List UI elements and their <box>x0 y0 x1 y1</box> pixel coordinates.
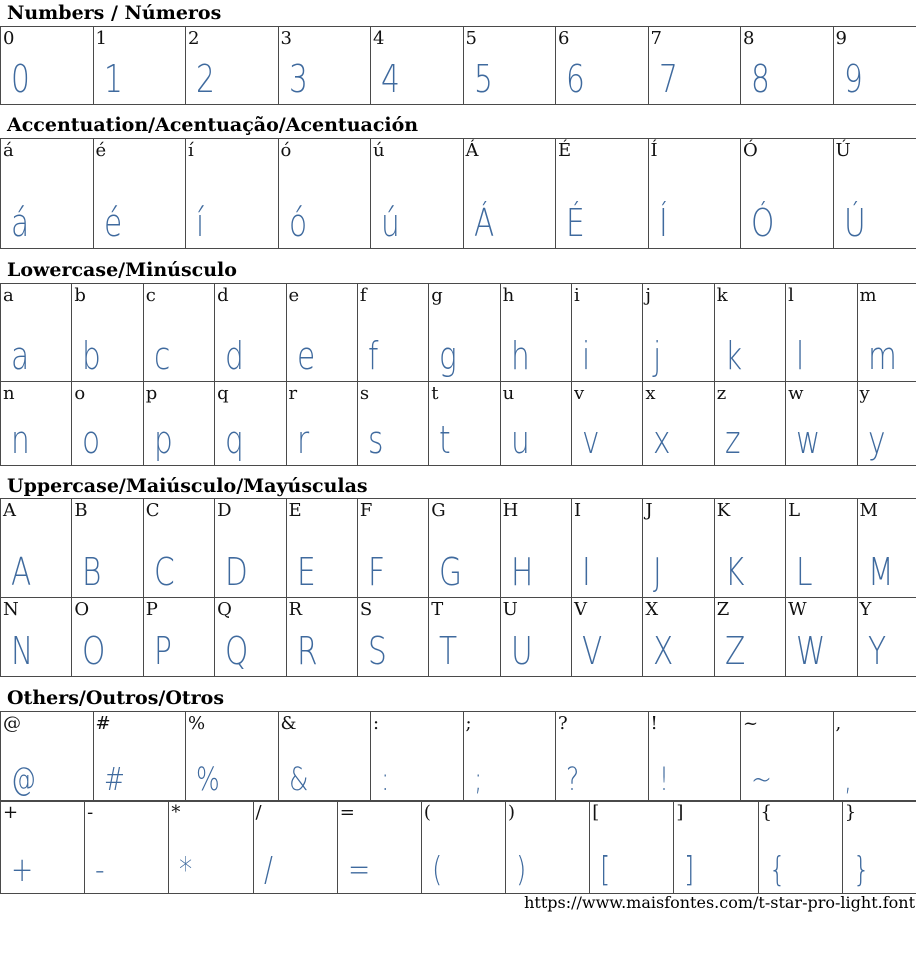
glyph-cell <box>357 382 428 466</box>
glyph-label: 2 <box>188 28 200 49</box>
glyph-label: á <box>3 140 14 161</box>
glyph-label: É <box>558 140 572 161</box>
glyph-sample: í <box>196 201 205 245</box>
glyph-label: 5 <box>465 28 477 49</box>
glyph-label: @ <box>3 713 21 734</box>
glyph-label: M <box>859 500 878 521</box>
glyph-cell <box>169 801 253 894</box>
glyph-sample: 3 <box>288 57 308 101</box>
glyph-cell <box>371 712 464 802</box>
glyph-cell <box>215 598 286 677</box>
glyph-label: 1 <box>95 28 107 49</box>
glyph-label: x <box>645 383 656 404</box>
glyph-cell <box>833 139 916 249</box>
glyph-label: 6 <box>558 28 570 49</box>
glyph-label: C <box>145 500 160 521</box>
glyph-label: = <box>339 802 355 823</box>
glyph-cell <box>143 382 214 466</box>
glyph-label: f <box>359 285 367 306</box>
glyph-sample: ; <box>473 760 482 798</box>
glyph-sample: J <box>653 550 663 594</box>
glyph-sample: + <box>11 850 34 890</box>
uppercase-grid <box>0 498 916 677</box>
glyph-sample: a <box>11 334 30 378</box>
glyph-label: U <box>502 599 518 620</box>
glyph-label: ] <box>676 802 684 823</box>
glyph-cell <box>674 801 758 894</box>
glyph-cell <box>1 27 94 105</box>
glyph-label: k <box>716 285 728 306</box>
glyph-label: Y <box>859 599 872 620</box>
glyph-label: J <box>645 500 653 521</box>
glyph-cell <box>143 598 214 677</box>
glyph-sample: R <box>296 629 318 673</box>
glyph-sample: X <box>653 629 674 673</box>
glyph-cell <box>93 712 186 802</box>
glyph-sample: t <box>439 418 451 462</box>
glyph-sample: j <box>653 334 662 378</box>
glyph-sample: C <box>153 550 175 594</box>
glyph-label: W <box>788 599 807 620</box>
glyph-label: E <box>288 500 302 521</box>
glyph-label: A <box>3 500 16 521</box>
section-title-others: Others/Outros/Otros <box>7 687 225 709</box>
glyph-sample: Z <box>724 629 746 673</box>
glyph-sample: N <box>11 629 34 673</box>
glyph-label: - <box>87 802 94 823</box>
glyph-cell <box>572 499 643 598</box>
glyph-cell <box>93 27 186 105</box>
glyph-cell <box>857 499 916 598</box>
glyph-label: h <box>502 285 515 306</box>
glyph-label: ( <box>423 802 431 823</box>
glyph-label: V <box>574 599 587 620</box>
glyph-sample: c <box>153 334 171 378</box>
glyph-cell <box>643 598 714 677</box>
glyph-cell <box>186 139 279 249</box>
glyph-cell <box>421 801 505 894</box>
glyph-label: a <box>3 285 14 306</box>
glyph-cell <box>286 499 357 598</box>
numbers-grid <box>0 26 916 105</box>
section-title-accentuation: Accentuation/Acentuação/Acentuación <box>7 114 419 136</box>
glyph-sample: ~ <box>751 760 772 798</box>
glyph-cell <box>1 499 72 598</box>
glyph-sample: ! <box>658 760 669 798</box>
glyph-sample: r <box>296 418 309 462</box>
glyph-cell <box>186 712 279 802</box>
glyph-cell <box>857 284 916 382</box>
glyph-cell <box>357 284 428 382</box>
glyph-cell <box>1 284 72 382</box>
glyph-cell <box>506 801 590 894</box>
glyph-cell <box>842 801 916 894</box>
glyph-sample: y <box>867 418 886 462</box>
glyph-cell <box>643 284 714 382</box>
glyph-label: I <box>574 500 582 521</box>
glyph-cell <box>857 598 916 677</box>
glyph-sample: á <box>11 201 30 245</box>
glyph-cell <box>143 499 214 598</box>
glyph-cell <box>215 382 286 466</box>
glyph-cell <box>286 598 357 677</box>
glyph-sample: I <box>582 550 591 594</box>
glyph-label: i <box>574 285 580 306</box>
glyph-cell <box>857 382 916 466</box>
glyph-label: l <box>788 285 794 306</box>
glyph-sample: M <box>867 550 894 594</box>
glyph-label: p <box>145 383 158 404</box>
glyph-label: + <box>3 802 19 823</box>
glyph-label: D <box>217 500 232 521</box>
glyph-sample: E <box>296 550 316 594</box>
glyph-label: * <box>171 802 181 823</box>
glyph-label: ) <box>508 802 516 823</box>
glyph-sample: T <box>439 629 458 673</box>
glyph-sample: 1 <box>103 57 123 101</box>
glyph-label: c <box>145 285 156 306</box>
glyph-cell <box>758 801 842 894</box>
glyph-sample: { <box>768 850 786 890</box>
glyph-sample: V <box>582 629 603 673</box>
glyph-sample: d <box>225 334 244 378</box>
glyph-label: / <box>255 802 262 823</box>
glyph-label: 8 <box>743 28 755 49</box>
glyph-sample: m <box>867 334 897 378</box>
glyph-label: g <box>431 285 443 306</box>
glyph-cell <box>741 139 834 249</box>
glyph-cell <box>278 712 371 802</box>
glyph-label: ! <box>650 713 658 734</box>
glyph-sample: p <box>153 418 173 462</box>
glyph-cell <box>215 499 286 598</box>
glyph-cell <box>714 284 785 382</box>
glyph-label: ú <box>373 140 385 161</box>
glyph-sample: Í <box>658 201 668 245</box>
glyph-cell <box>1 712 94 802</box>
glyph-cell <box>648 712 741 802</box>
glyph-sample: O <box>82 629 106 673</box>
accentuation-grid <box>0 138 916 249</box>
glyph-label: & <box>280 713 297 734</box>
glyph-sample: h <box>510 334 530 378</box>
glyph-label: j <box>645 285 651 306</box>
glyph-sample: n <box>11 418 30 462</box>
glyph-sample: g <box>439 334 458 378</box>
glyph-label: u <box>502 383 515 404</box>
glyph-cell <box>357 499 428 598</box>
glyph-sample: ? <box>566 760 580 798</box>
glyph-cell <box>93 139 186 249</box>
glyph-label: é <box>95 140 107 161</box>
glyph-cell <box>833 27 916 105</box>
glyph-cell <box>714 598 785 677</box>
glyph-label: Ú <box>835 140 851 161</box>
glyph-label: , <box>835 713 842 734</box>
glyph-cell <box>643 499 714 598</box>
glyph-cell <box>215 284 286 382</box>
glyph-label: G <box>431 500 446 521</box>
glyph-label: ó <box>280 140 292 161</box>
glyph-cell <box>572 284 643 382</box>
glyph-cell <box>1 801 85 894</box>
glyph-sample: - <box>95 850 105 890</box>
glyph-cell <box>500 499 571 598</box>
glyph-label: 7 <box>650 28 662 49</box>
glyph-sample: H <box>510 550 533 594</box>
glyph-cell <box>500 284 571 382</box>
glyph-sample: / <box>263 850 273 890</box>
glyph-sample: é <box>103 201 122 245</box>
glyph-sample: = <box>347 850 370 890</box>
glyph-cell <box>253 801 337 894</box>
glyph-label: q <box>217 383 229 404</box>
glyph-cell <box>786 284 857 382</box>
glyph-cell <box>463 139 556 249</box>
glyph-label: R <box>288 599 303 620</box>
glyph-cell <box>72 499 143 598</box>
glyph-cell <box>337 801 421 894</box>
glyph-cell <box>590 801 674 894</box>
glyph-cell <box>371 139 464 249</box>
glyph-cell <box>72 598 143 677</box>
glyph-sample: s <box>367 418 384 462</box>
glyph-sample: } <box>852 850 870 890</box>
glyph-cell <box>463 27 556 105</box>
glyph-sample: , <box>843 760 852 798</box>
glyph-sample: : <box>381 760 390 798</box>
glyph-sample: 6 <box>566 57 585 101</box>
others-grid-2 <box>0 800 916 894</box>
glyph-label: # <box>95 713 111 734</box>
glyph-sample: 9 <box>843 57 863 101</box>
section-title-lowercase: Lowercase/Minúsculo <box>7 259 237 281</box>
glyph-cell <box>1 139 94 249</box>
glyph-label: Í <box>650 140 658 161</box>
section-title-uppercase: Uppercase/Maiúsculo/Mayúsculas <box>7 475 368 497</box>
glyph-sample: i <box>582 334 591 378</box>
glyph-label: % <box>188 713 206 734</box>
glyph-sample: F <box>367 550 385 594</box>
glyph-sample: Q <box>225 629 249 673</box>
glyph-sample: & <box>288 760 308 798</box>
glyph-sample: f <box>367 334 379 378</box>
glyph-sample: o <box>82 418 101 462</box>
glyph-cell <box>556 27 649 105</box>
glyph-label: w <box>788 383 804 404</box>
glyph-label: } <box>844 802 857 823</box>
glyph-sample: q <box>225 418 244 462</box>
glyph-cell <box>648 139 741 249</box>
glyph-cell <box>72 284 143 382</box>
glyph-cell <box>714 499 785 598</box>
glyph-label: F <box>359 500 373 521</box>
glyph-label: d <box>217 285 229 306</box>
glyph-cell <box>572 382 643 466</box>
glyph-cell <box>500 598 571 677</box>
glyph-cell <box>286 382 357 466</box>
glyph-sample: S <box>367 629 387 673</box>
glyph-label: ? <box>558 713 568 734</box>
glyph-label: H <box>502 500 519 521</box>
glyph-sample: ó <box>288 201 307 245</box>
glyph-label: [ <box>592 802 600 823</box>
glyph-sample: P <box>153 629 172 673</box>
glyph-label: 0 <box>3 28 15 49</box>
glyph-sample: 4 <box>381 57 400 101</box>
glyph-sample: ) <box>516 850 527 890</box>
glyph-label: b <box>74 285 86 306</box>
glyph-cell <box>572 598 643 677</box>
glyph-sample: K <box>724 550 745 594</box>
glyph-sample: ] <box>684 850 695 890</box>
glyph-sample: e <box>296 334 315 378</box>
glyph-cell <box>186 27 279 105</box>
glyph-cell <box>357 598 428 677</box>
glyph-sample: b <box>82 334 102 378</box>
glyph-sample: Ó <box>751 201 775 245</box>
glyph-cell <box>714 382 785 466</box>
glyph-sample: É <box>566 201 585 245</box>
glyph-label: S <box>359 599 373 620</box>
glyph-sample: 5 <box>473 57 493 101</box>
glyph-cell <box>286 284 357 382</box>
glyph-sample: Ú <box>843 201 866 245</box>
lowercase-grid <box>0 283 916 466</box>
glyph-label: T <box>431 599 444 620</box>
glyph-label: s <box>359 383 370 404</box>
glyph-sample: w <box>796 418 821 462</box>
glyph-label: Ó <box>743 140 758 161</box>
glyph-label: ; <box>465 713 472 734</box>
source-url: https://www.maisfontes.com/t-star-pro-light.font <box>524 893 915 912</box>
glyph-label: o <box>74 383 86 404</box>
glyph-label: P <box>145 599 158 620</box>
glyph-cell <box>833 712 916 802</box>
glyph-label: Q <box>217 599 232 620</box>
glyph-sample: @ <box>11 760 36 798</box>
others-grid-1 <box>0 711 916 802</box>
glyph-label: í <box>188 140 194 161</box>
glyph-label: n <box>3 383 15 404</box>
glyph-label: r <box>288 383 298 404</box>
glyph-sample: x <box>653 418 671 462</box>
glyph-sample: # <box>103 760 125 798</box>
glyph-sample: B <box>82 550 102 594</box>
glyph-label: Z <box>716 599 730 620</box>
glyph-sample: [ <box>600 850 611 890</box>
glyph-cell <box>500 382 571 466</box>
glyph-sample: D <box>225 550 248 594</box>
glyph-sample: W <box>796 629 826 673</box>
glyph-label: N <box>3 599 19 620</box>
glyph-cell <box>786 499 857 598</box>
glyph-cell <box>278 27 371 105</box>
glyph-label: 4 <box>373 28 385 49</box>
glyph-label: t <box>431 383 439 404</box>
glyph-label: z <box>716 383 727 404</box>
glyph-sample: k <box>724 334 742 378</box>
glyph-sample: 7 <box>658 57 678 101</box>
glyph-cell <box>72 382 143 466</box>
glyph-cell <box>648 27 741 105</box>
glyph-cell <box>1 382 72 466</box>
glyph-label: X <box>645 599 659 620</box>
glyph-label: O <box>74 599 90 620</box>
section-title-numbers: Numbers / Números <box>7 2 222 24</box>
glyph-cell <box>741 27 834 105</box>
glyph-sample: Y <box>867 629 886 673</box>
glyph-label: 9 <box>835 28 847 49</box>
glyph-cell <box>643 382 714 466</box>
glyph-sample: ( <box>431 850 443 890</box>
glyph-cell <box>85 801 169 894</box>
glyph-cell <box>371 27 464 105</box>
glyph-label: v <box>574 383 585 404</box>
glyph-label: { <box>760 802 772 823</box>
glyph-cell <box>429 499 500 598</box>
glyph-cell <box>143 284 214 382</box>
glyph-cell <box>556 712 649 802</box>
glyph-sample: U <box>510 629 533 673</box>
glyph-sample: L <box>796 550 813 594</box>
glyph-label: y <box>859 383 870 404</box>
glyph-label: B <box>74 500 88 521</box>
glyph-label: ~ <box>743 713 759 734</box>
glyph-sample: 0 <box>11 57 30 101</box>
glyph-cell <box>786 382 857 466</box>
glyph-cell <box>429 598 500 677</box>
glyph-cell <box>429 382 500 466</box>
glyph-label: m <box>859 285 877 306</box>
glyph-cell <box>278 139 371 249</box>
glyph-sample: v <box>582 418 600 462</box>
glyph-cell <box>1 598 72 677</box>
glyph-cell <box>786 598 857 677</box>
glyph-sample: % <box>196 760 220 798</box>
glyph-sample: 2 <box>196 57 215 101</box>
glyph-label: Á <box>465 140 479 161</box>
glyph-label: 3 <box>280 28 292 49</box>
glyph-sample: G <box>439 550 463 594</box>
glyph-label: e <box>288 285 300 306</box>
glyph-sample: A <box>11 550 32 594</box>
glyph-cell <box>741 712 834 802</box>
glyph-sample: ú <box>381 201 400 245</box>
glyph-sample: Á <box>473 201 494 245</box>
glyph-sample: z <box>724 418 741 462</box>
glyph-sample: l <box>796 334 805 378</box>
glyph-sample: 8 <box>751 57 770 101</box>
glyph-cell <box>429 284 500 382</box>
glyph-label: L <box>788 500 801 521</box>
glyph-cell <box>556 139 649 249</box>
glyph-label: K <box>716 500 731 521</box>
glyph-label: : <box>373 713 380 734</box>
glyph-sample: * <box>179 850 193 890</box>
glyph-sample: u <box>510 418 530 462</box>
glyph-cell <box>463 712 556 802</box>
